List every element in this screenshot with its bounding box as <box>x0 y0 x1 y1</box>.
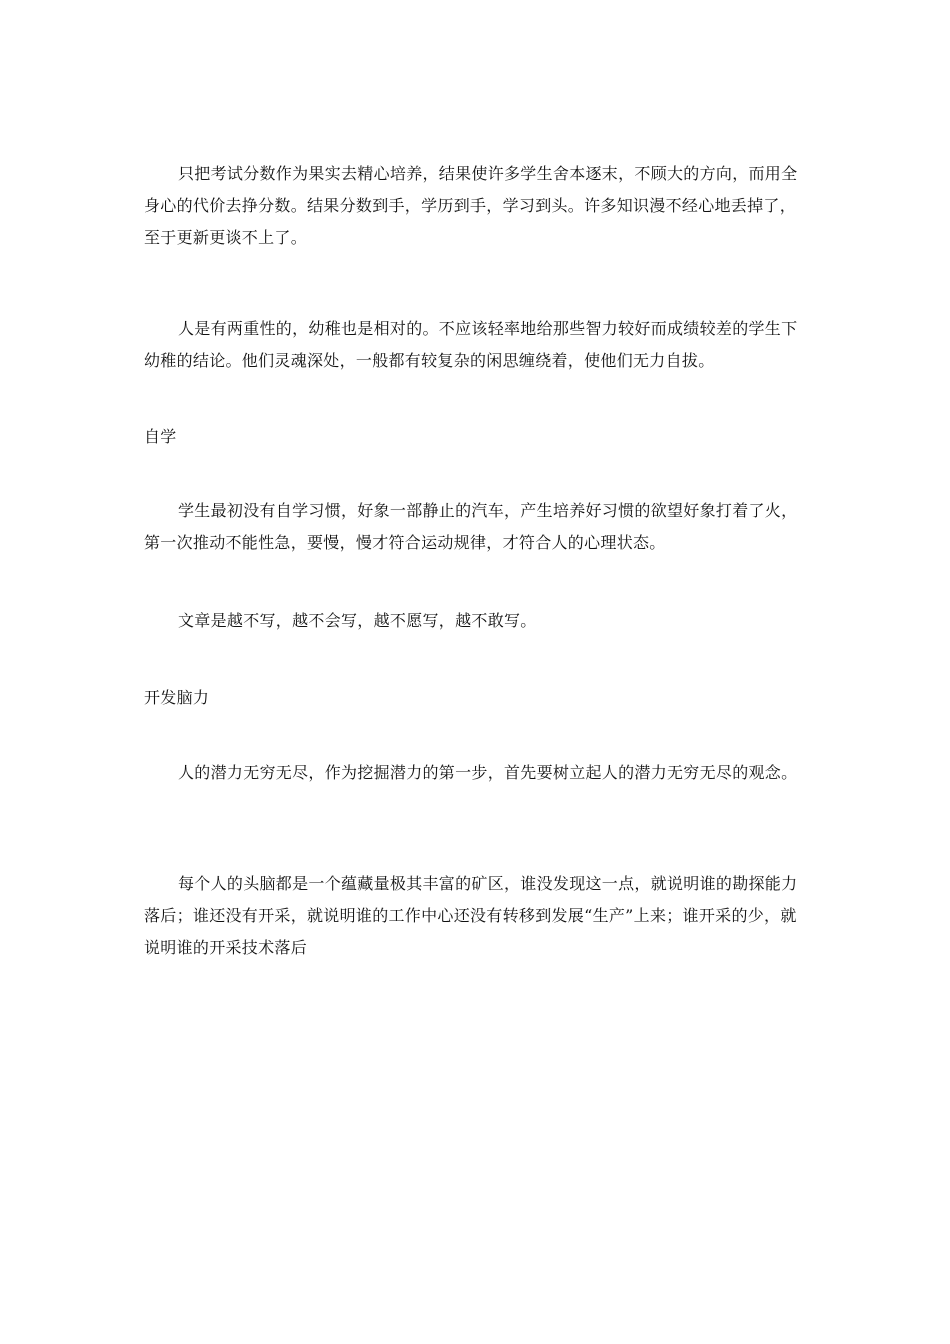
paragraph-writing: 文章是越不写，越不会写，越不愿写，越不敢写。 <box>178 611 537 630</box>
paragraph-exam-scores: 只把考试分数作为果实去精心培养，结果使许多学生舍本逐末，不顾大的方向，而用全身心的代价去挣分数。结果分数到手，学历到手，学习到头。许多知识漫不经心地丢掉了，至于更新更谈不上了。 <box>144 164 798 247</box>
paragraph-duality: 人是有两重性的，幼稚也是相对的。不应该轻率地给那些智力较好而成绩较差的学生下幼稚的结论。他们灵魂深处，一般都有较复杂的闲思缠绕着，使他们无力自拔。 <box>144 319 798 370</box>
section-heading-self-study: 自学 <box>144 427 177 446</box>
paragraph-potential: 人的潜力无穷无尽，作为挖掘潜力的第一步，首先要树立起人的潜力无穷无尽的观念。 <box>178 763 798 782</box>
section-heading-brain-development: 开发脑力 <box>144 688 210 707</box>
paragraph-mining-brain: 每个人的头脑都是一个蕴藏量极其丰富的矿区，谁没发现这一点，就说明谁的勘探能力落后；谁还没有开采，就说明谁的工作中心还没有转移到发展“生产”上来；谁开采的少，就说明谁的开采技术落后 <box>144 874 798 957</box>
paragraph-self-study-habit: 学生最初没有自学习惯，好象一部静止的汽车，产生培养好习惯的欲望好象打着了火，第一次推动不能性急，要慢，慢才符合运动规律，才符合人的心理状态。 <box>144 501 798 552</box>
